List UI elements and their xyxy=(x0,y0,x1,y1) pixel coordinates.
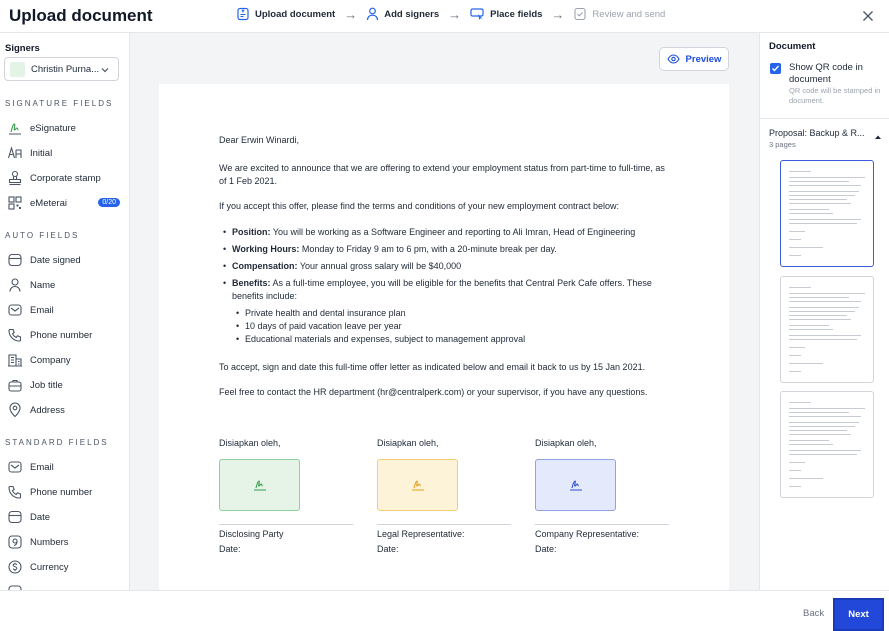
field-esignature[interactable] xyxy=(6,119,124,137)
phone-icon xyxy=(6,327,23,344)
sub-list-item: • 10 days of paid vacation leave per year xyxy=(223,320,653,333)
step-label: Add signers xyxy=(384,8,440,20)
field-name[interactable] xyxy=(6,276,124,294)
step-place-fields[interactable] xyxy=(470,7,542,21)
step-label: Upload document xyxy=(255,8,336,20)
prepared-by-label: Disiapkan oleh, xyxy=(535,438,597,448)
calendar-icon xyxy=(6,252,23,269)
field-label: Company xyxy=(30,354,71,366)
field-standard-more[interactable] xyxy=(6,583,124,590)
field-job-title[interactable] xyxy=(6,376,124,394)
document-panel xyxy=(759,33,889,590)
date-label: Date: xyxy=(535,544,557,554)
step-label: Place fields xyxy=(490,8,543,20)
page-thumbnail-2[interactable] xyxy=(780,276,874,383)
term-title: Position: xyxy=(232,227,271,237)
field-corporate-stamp[interactable] xyxy=(6,169,124,187)
prepared-by-label: Disiapkan oleh, xyxy=(377,438,439,448)
step-label: Review and send xyxy=(592,8,666,20)
signature-line xyxy=(535,524,669,525)
signature-icon xyxy=(411,479,425,491)
term-title: Compensation: xyxy=(232,261,298,271)
signature-icon xyxy=(6,120,23,137)
page-thumbnail-3[interactable] xyxy=(780,391,874,498)
field-label: Numbers xyxy=(30,536,69,548)
step-add-signers[interactable] xyxy=(366,7,439,21)
field-standard-date[interactable] xyxy=(6,508,124,526)
field-label: eMeterai xyxy=(30,197,67,209)
divider xyxy=(760,118,889,119)
document-name: Proposal: Backup & R... xyxy=(769,128,865,138)
show-qr-checkbox[interactable] xyxy=(770,63,781,74)
field-standard-phone-number[interactable] xyxy=(6,483,124,501)
fields-sidebar xyxy=(0,33,130,590)
briefcase-icon xyxy=(6,377,23,394)
signature-block-disclosing-party xyxy=(219,438,353,554)
field-initial[interactable] xyxy=(6,144,124,162)
page-title: Upload document xyxy=(9,6,153,25)
upload-document-icon xyxy=(236,7,250,21)
person-icon xyxy=(366,7,379,21)
list-item xyxy=(223,277,653,303)
field-label: Date xyxy=(30,511,51,523)
field-label: Phone number xyxy=(30,486,93,498)
signature-fields-heading: SIGNATURE FIELDS xyxy=(5,99,114,108)
field-label: Currency xyxy=(30,561,69,573)
term-title: Benefits: xyxy=(232,278,271,288)
preview-label: Preview xyxy=(685,53,722,65)
term-text: Monday to Friday 9 am to 6 pm, with a 20-minute break per day. xyxy=(299,244,557,254)
signature-field-box[interactable] xyxy=(377,459,458,511)
field-email[interactable] xyxy=(6,301,124,319)
field-phone-number[interactable] xyxy=(6,326,124,344)
signature-block-company-representative xyxy=(535,438,669,554)
field-label: eSignature xyxy=(30,122,76,134)
terms-list xyxy=(223,226,653,346)
initial-icon xyxy=(6,145,23,162)
show-qr-label: Show QR code in document xyxy=(789,62,863,85)
letter-paragraph: We are excited to announce that we are offering to extend your employment status from part-time to full-time, as of 1 Feb 2021. xyxy=(219,163,665,186)
signer-role: Disclosing Party xyxy=(219,529,284,539)
field-standard-numbers[interactable] xyxy=(6,533,124,551)
header-bar xyxy=(0,0,889,33)
signature-line xyxy=(219,524,353,525)
close-icon[interactable] xyxy=(860,8,876,24)
signature-line xyxy=(377,524,511,525)
preview-button[interactable] xyxy=(659,47,729,71)
next-button[interactable]: Next xyxy=(833,598,884,631)
calendar-icon xyxy=(6,509,23,526)
back-button[interactable]: Back xyxy=(803,608,825,619)
date-label: Date: xyxy=(219,544,241,554)
field-label: Name xyxy=(30,279,56,291)
field-label: Corporate stamp xyxy=(30,172,101,184)
number-icon xyxy=(6,534,23,551)
field-company[interactable] xyxy=(6,351,124,369)
checkmark-icon xyxy=(771,64,780,73)
standard-fields-heading: STANDARD FIELDS xyxy=(5,438,109,447)
place-fields-icon xyxy=(470,7,485,21)
signer-color-swatch xyxy=(10,62,25,77)
currency-icon xyxy=(6,559,23,576)
qr-code-icon xyxy=(6,195,23,212)
signer-role: Company Representative: xyxy=(535,529,640,539)
stamp-icon xyxy=(6,170,23,187)
list-item xyxy=(223,226,653,239)
signature-icon xyxy=(569,479,583,491)
field-label: Initial xyxy=(30,147,53,159)
letter-paragraph: To accept, sign and date this full-time offer letter as indicated below and email it back to us by 15 Jan 2021. xyxy=(219,362,646,372)
arrow-right-icon: → xyxy=(448,6,462,22)
date-label: Date: xyxy=(377,544,399,554)
eye-icon xyxy=(667,54,680,64)
document-page xyxy=(159,84,729,590)
field-label: Address xyxy=(30,404,65,416)
mail-icon xyxy=(6,459,23,476)
signature-field-box[interactable] xyxy=(535,459,616,511)
arrow-right-icon: → xyxy=(344,6,358,22)
list-item xyxy=(223,243,653,256)
page-count: 3 pages xyxy=(769,140,796,149)
sub-list-item: • Private health and dental insurance plan xyxy=(223,307,653,320)
sub-list-item: • Educational materials and expenses, subject to management approval xyxy=(223,333,653,346)
field-label: Email xyxy=(30,304,54,316)
auto-fields-heading: AUTO FIELDS xyxy=(5,231,80,240)
term-text: As a full-time employee, you will be eligible for the benefits that Central Perk Cafe offers. These benefits include: xyxy=(232,278,652,301)
step-upload-document[interactable] xyxy=(236,7,335,21)
document-canvas xyxy=(130,33,759,590)
term-title: Working Hours: xyxy=(232,244,300,254)
list-item xyxy=(223,260,653,273)
signers-label: Signers xyxy=(5,43,40,54)
chevron-up-icon[interactable] xyxy=(874,134,882,140)
letter-greeting: Dear Erwin Winardi, xyxy=(219,135,300,145)
stepper xyxy=(236,7,665,21)
signer-name: Christin Purna... xyxy=(31,63,100,75)
footer-bar xyxy=(0,590,889,630)
chevron-down-icon xyxy=(100,65,110,75)
step-review-and-send[interactable] xyxy=(573,7,665,21)
signature-field-box[interactable] xyxy=(219,459,300,511)
building-icon xyxy=(6,352,23,369)
signature-block-legal-representative xyxy=(377,438,511,554)
letter-paragraph: If you accept this offer, please find the terms and conditions of your new employment contract below: xyxy=(219,201,620,211)
term-text: Your annual gross salary will be $40,000 xyxy=(297,261,462,271)
prepared-by-label: Disiapkan oleh, xyxy=(219,438,281,448)
field-label: Job title xyxy=(30,379,63,391)
emeterai-count-badge: 0/20 xyxy=(98,198,120,207)
field-date-signed[interactable] xyxy=(6,251,124,269)
signer-dropdown[interactable] xyxy=(4,57,119,81)
field-address[interactable] xyxy=(6,401,124,419)
location-icon xyxy=(6,402,23,419)
letter-paragraph: Feel free to contact the HR department (hr@centralperk.com) or your supervisor, if you have any questions. xyxy=(219,387,648,397)
field-emeterai[interactable] xyxy=(6,194,124,212)
field-standard-currency[interactable] xyxy=(6,558,124,576)
page-thumbnail-1[interactable] xyxy=(780,160,874,267)
signature-icon xyxy=(253,479,267,491)
signer-role: Legal Representative: xyxy=(377,529,465,539)
document-panel-title: Document xyxy=(769,41,816,52)
qr-help-text: QR code will be stamped in document. xyxy=(789,86,881,105)
field-label: Date signed xyxy=(30,254,81,266)
checklist-icon xyxy=(573,7,587,21)
person-icon xyxy=(6,277,23,294)
mail-icon xyxy=(6,302,23,319)
phone-icon xyxy=(6,484,23,501)
arrow-right-icon: → xyxy=(551,6,565,22)
field-label: Phone number xyxy=(30,329,93,341)
term-text: You will be working as a Software Engineer and reporting to Ali Imran, Head of Engineering xyxy=(270,227,636,237)
field-standard-email[interactable] xyxy=(6,458,124,476)
field-label: Email xyxy=(30,461,54,473)
